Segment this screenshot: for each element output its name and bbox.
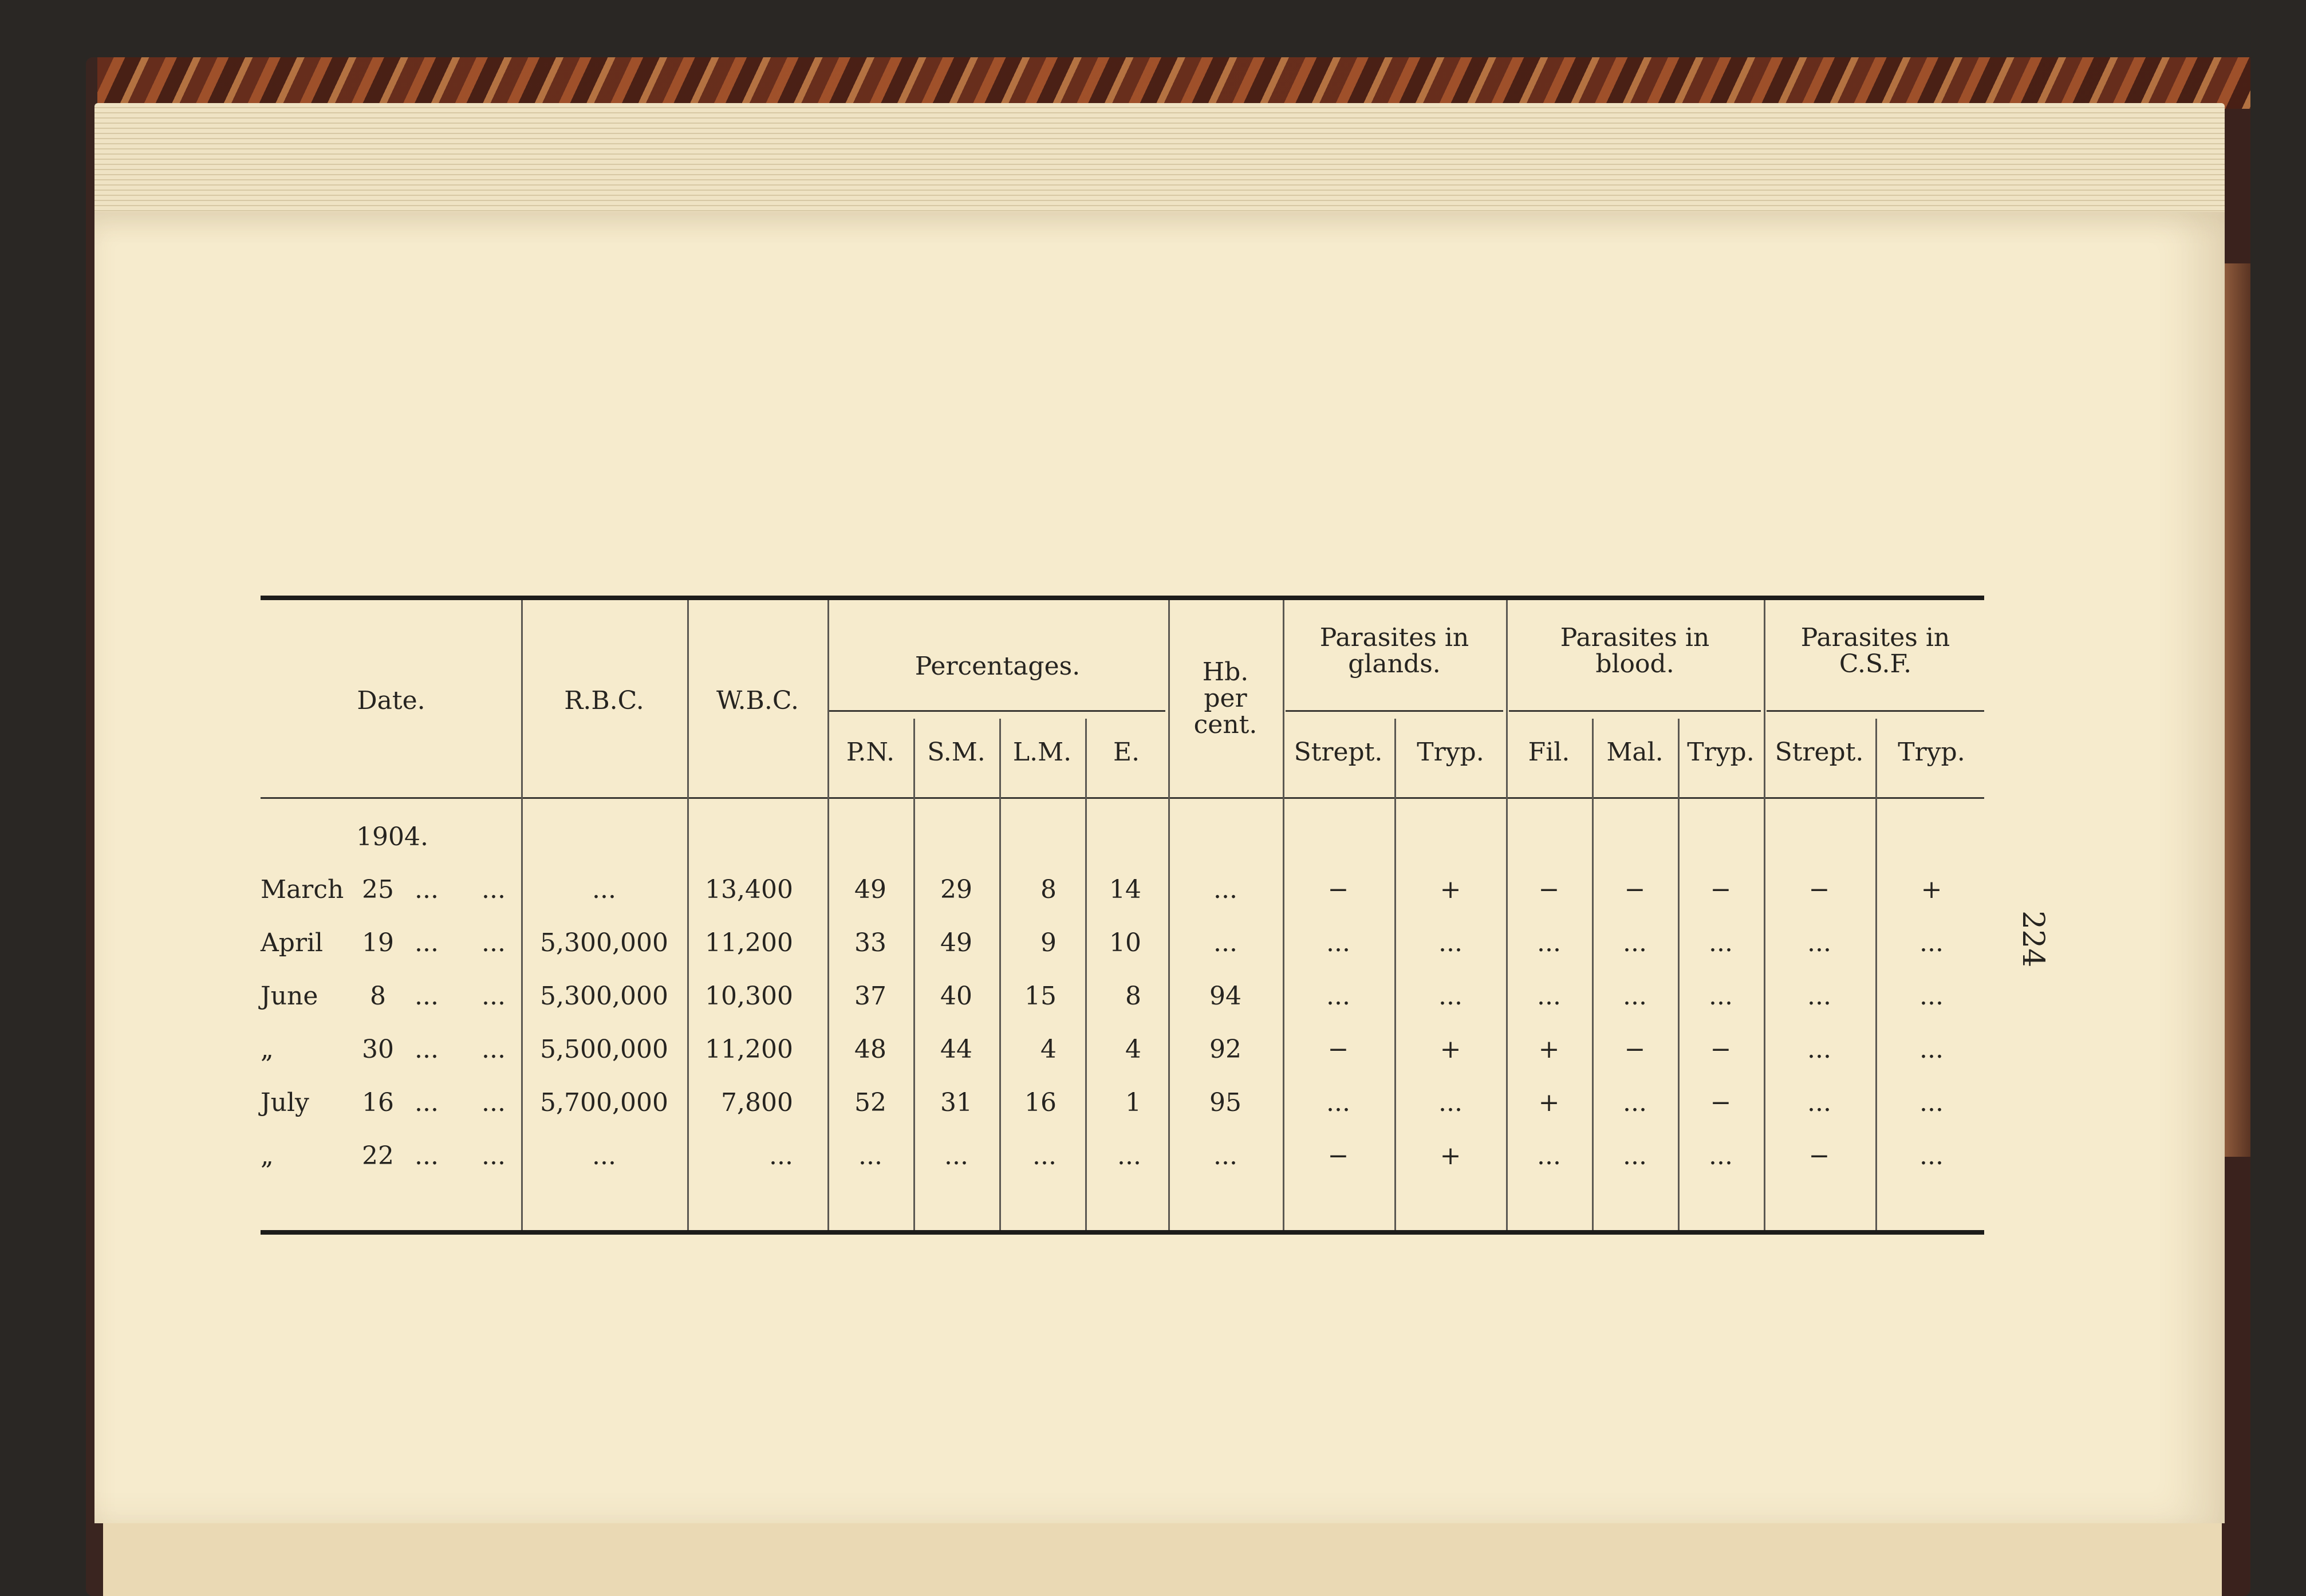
cell-b-mal: − xyxy=(1624,875,1646,904)
cell-sm: 49 xyxy=(940,928,972,957)
cell-g-strept: − xyxy=(1327,1035,1349,1064)
cell-wbc: 11,200 xyxy=(705,928,793,957)
header-glands-line1: Parasites in xyxy=(1319,623,1469,652)
cell-day: 22 xyxy=(362,1141,394,1171)
header-lm: L.M. xyxy=(1012,738,1072,767)
cell-g-tryp: ... xyxy=(1438,928,1463,957)
cell-d1: ... xyxy=(415,1035,439,1064)
cell-wbc: 11,200 xyxy=(705,1035,793,1064)
blood-underline xyxy=(1509,710,1761,712)
cell-b-mal: ... xyxy=(1623,1088,1647,1117)
header-percentages: Percentages. xyxy=(914,652,1081,681)
header-blood-mal: Mal. xyxy=(1606,738,1664,767)
cell-rbc: 5,700,000 xyxy=(540,1088,668,1117)
cell-sm: 29 xyxy=(940,875,972,904)
cell-hb: 92 xyxy=(1209,1035,1241,1064)
page-number: 224 xyxy=(2016,911,2050,968)
cell-e: 1 xyxy=(1125,1088,1141,1117)
header-sm: S.M. xyxy=(927,738,986,767)
cell-day: 8 xyxy=(370,982,386,1011)
cell-b-tryp: ... xyxy=(1709,1141,1733,1171)
header-bottom-rule xyxy=(261,797,1984,799)
cell-b-mal: ... xyxy=(1623,1141,1647,1171)
cell-c-strept: − xyxy=(1808,875,1830,904)
cell-b-mal: ... xyxy=(1623,928,1647,957)
cell-sm: ... xyxy=(944,1141,968,1171)
table-bottom-rule xyxy=(261,1230,1984,1235)
cell-day: 16 xyxy=(362,1088,394,1117)
cell-rbc: 5,300,000 xyxy=(540,982,668,1011)
cell-c-tryp: + xyxy=(1921,875,1942,904)
book-spine-edge xyxy=(2225,263,2250,1157)
cell-month: March xyxy=(261,875,344,904)
cell-c-tryp: ... xyxy=(1919,1141,1944,1171)
table-top-rule xyxy=(261,596,1984,600)
cell-e: ... xyxy=(1117,1141,1141,1171)
header-wbc: W.B.C. xyxy=(716,686,799,715)
cell-month: July xyxy=(261,1088,309,1117)
cell-b-mal: − xyxy=(1624,1035,1646,1064)
header-glands-strept: Strept. xyxy=(1294,738,1383,767)
cell-lm: 9 xyxy=(1040,928,1057,957)
col-divider xyxy=(1506,600,1508,1230)
cell-wbc: 13,400 xyxy=(705,875,793,904)
cell-b-fil: + xyxy=(1538,1035,1560,1064)
cell-hb: ... xyxy=(1213,1141,1237,1171)
cell-g-tryp: + xyxy=(1440,875,1461,904)
cell-g-tryp: ... xyxy=(1438,1088,1463,1117)
table-row xyxy=(261,983,1984,1017)
cell-lm: 4 xyxy=(1040,1035,1057,1064)
cell-e: 8 xyxy=(1125,982,1141,1011)
cell-e: 14 xyxy=(1109,875,1141,904)
col-divider xyxy=(687,600,689,1230)
cell-g-strept: − xyxy=(1327,875,1349,904)
table-row xyxy=(261,876,1984,911)
cell-c-strept: ... xyxy=(1807,1035,1831,1064)
cell-b-tryp: − xyxy=(1710,1035,1732,1064)
cell-c-tryp: ... xyxy=(1919,982,1944,1011)
cell-d2: ... xyxy=(482,1141,506,1171)
cell-pn: 48 xyxy=(854,1035,886,1064)
cell-c-tryp: ... xyxy=(1919,928,1944,957)
cell-month: „ xyxy=(261,1141,274,1171)
cell-c-strept: ... xyxy=(1807,928,1831,957)
cell-day: 25 xyxy=(362,875,394,904)
glands-underline xyxy=(1286,710,1503,712)
cell-rbc: ... xyxy=(592,1141,616,1171)
cell-d1: ... xyxy=(415,875,439,904)
cell-b-fil: + xyxy=(1538,1088,1560,1117)
cell-day: 19 xyxy=(362,928,394,957)
cell-pn: 52 xyxy=(854,1088,886,1117)
cell-pn: ... xyxy=(858,1141,882,1171)
cell-e: 4 xyxy=(1125,1035,1141,1064)
cell-b-tryp: ... xyxy=(1709,928,1733,957)
cell-d2: ... xyxy=(482,1035,506,1064)
cell-b-fil: − xyxy=(1538,875,1560,904)
cell-d2: ... xyxy=(482,1088,506,1117)
cell-hb: 95 xyxy=(1209,1088,1241,1117)
page-bottom-edge xyxy=(103,1523,2222,1596)
header-blood-tryp: Tryp. xyxy=(1687,738,1755,767)
marbled-cover-edge xyxy=(97,57,2250,109)
cell-wbc: 10,300 xyxy=(705,982,793,1011)
header-e: E. xyxy=(1113,738,1140,767)
cell-b-tryp: − xyxy=(1710,1088,1732,1117)
table-row xyxy=(261,929,1984,964)
header-csf-line2: C.S.F. xyxy=(1839,649,1912,679)
cell-lm: ... xyxy=(1032,1141,1057,1171)
cell-sm: 31 xyxy=(940,1088,972,1117)
cell-day: 30 xyxy=(362,1035,394,1064)
cell-b-tryp: ... xyxy=(1709,982,1733,1011)
table-row xyxy=(261,1089,1984,1124)
header-hb-line3: cent. xyxy=(1193,710,1258,739)
cell-g-strept: ... xyxy=(1326,1088,1350,1117)
blood-examination-table xyxy=(261,596,1984,1237)
cell-d1: ... xyxy=(415,982,439,1011)
cell-c-tryp: ... xyxy=(1919,1088,1944,1117)
cell-pn: 33 xyxy=(854,928,886,957)
cell-c-tryp: ... xyxy=(1919,1035,1944,1064)
cell-month: June xyxy=(261,982,318,1011)
col-divider xyxy=(1283,600,1284,1230)
table-row xyxy=(261,1142,1984,1177)
header-rbc: R.B.C. xyxy=(564,686,644,715)
cell-pn: 37 xyxy=(854,982,886,1011)
col-divider xyxy=(827,600,829,1230)
cell-lm: 16 xyxy=(1024,1088,1057,1117)
cell-d1: ... xyxy=(415,1141,439,1171)
cell-b-fil: ... xyxy=(1537,928,1561,957)
cell-hb: ... xyxy=(1213,928,1237,957)
cell-g-tryp: ... xyxy=(1438,982,1463,1011)
header-hb-line1: Hb. xyxy=(1202,657,1249,687)
header-glands-line2: glands. xyxy=(1348,649,1441,679)
header-blood-line1: Parasites in xyxy=(1560,623,1710,652)
header-pn: P.N. xyxy=(846,738,895,767)
table-row xyxy=(261,1036,1984,1070)
cell-b-fil: ... xyxy=(1537,1141,1561,1171)
cell-month: April xyxy=(261,928,324,957)
cell-b-tryp: − xyxy=(1710,875,1732,904)
cell-d2: ... xyxy=(482,875,506,904)
percentages-underline xyxy=(827,710,1165,712)
cell-month: „ xyxy=(261,1035,274,1064)
csf-underline xyxy=(1767,710,1984,712)
cell-d1: ... xyxy=(415,928,439,957)
cell-g-tryp: + xyxy=(1440,1141,1461,1171)
cell-wbc: ... xyxy=(769,1141,793,1171)
cell-c-strept: ... xyxy=(1807,1088,1831,1117)
cell-rbc: 5,300,000 xyxy=(540,928,668,957)
page-stack-edges xyxy=(94,103,2225,218)
cell-d1: ... xyxy=(415,1088,439,1117)
cell-sm: 44 xyxy=(940,1035,972,1064)
cell-d2: ... xyxy=(482,982,506,1011)
cell-c-strept: − xyxy=(1808,1141,1830,1171)
cell-lm: 15 xyxy=(1024,982,1057,1011)
cell-d2: ... xyxy=(482,928,506,957)
header-glands-tryp: Tryp. xyxy=(1417,738,1484,767)
header-blood-fil: Fil. xyxy=(1528,738,1570,767)
cell-g-strept: − xyxy=(1327,1141,1349,1171)
cell-b-fil: ... xyxy=(1537,982,1561,1011)
header-hb-line2: per xyxy=(1204,684,1247,713)
cell-rbc: ... xyxy=(592,875,616,904)
col-divider xyxy=(1168,600,1170,1230)
cell-lm: 8 xyxy=(1040,875,1057,904)
cell-b-mal: ... xyxy=(1623,982,1647,1011)
cell-hb: ... xyxy=(1213,875,1237,904)
col-divider xyxy=(521,600,523,1230)
cell-sm: 40 xyxy=(940,982,972,1011)
cell-g-strept: ... xyxy=(1326,928,1350,957)
year-label: 1904. xyxy=(356,822,428,852)
cell-hb: 94 xyxy=(1209,982,1241,1011)
cell-g-tryp: + xyxy=(1440,1035,1461,1064)
cell-rbc: 5,500,000 xyxy=(540,1035,668,1064)
cell-pn: 49 xyxy=(854,875,886,904)
header-blood-line2: blood. xyxy=(1595,649,1674,679)
header-date: Date. xyxy=(357,686,425,715)
cell-g-strept: ... xyxy=(1326,982,1350,1011)
cell-c-strept: ... xyxy=(1807,982,1831,1011)
header-csf-strept: Strept. xyxy=(1775,738,1864,767)
header-csf-line1: Parasites in xyxy=(1800,623,1950,652)
cell-wbc: 7,800 xyxy=(721,1088,793,1117)
cell-e: 10 xyxy=(1109,928,1141,957)
col-divider xyxy=(1764,600,1765,1230)
header-csf-tryp: Tryp. xyxy=(1898,738,1965,767)
